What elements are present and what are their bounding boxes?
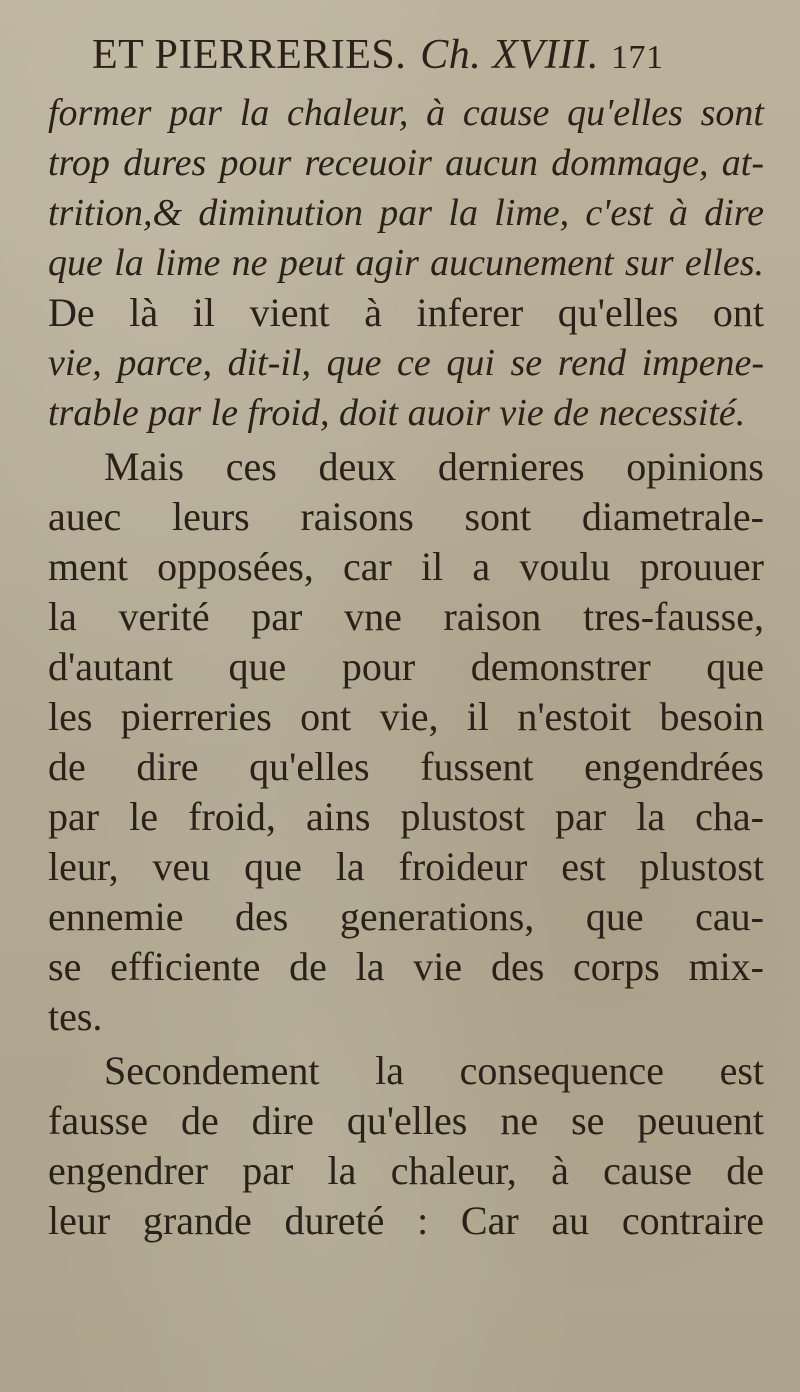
- paragraph-start-line: Secondement la consequence est: [104, 1048, 764, 1093]
- paragraph-start-line: Mais ces deux dernieres opinions: [104, 444, 764, 489]
- text-line: De là il vient à inferer qu'elles ont: [48, 290, 764, 335]
- text-line: de dire qu'elles fussent engendrées: [48, 744, 764, 789]
- text-line: les pierreries ont vie, il n'estoit besoin: [48, 694, 764, 739]
- text-line: par le froid, ains plustost par la cha-: [48, 794, 764, 839]
- text-line: la verité par vne raison tres-fausse,: [48, 594, 764, 639]
- text-line: ennemie des generations, que cau-: [48, 894, 764, 939]
- running-header: [92, 26, 782, 84]
- text-line: engendrer par la chaleur, à cause de: [48, 1148, 764, 1193]
- text-line: trop dures pour receuoir aucun dommage, at-: [48, 142, 764, 184]
- running-title: ET PIERRERIES.: [92, 32, 407, 78]
- page-number: 171: [611, 39, 664, 76]
- text-line: tes.: [48, 994, 103, 1039]
- text-line: former par la chaleur, à cause qu'elles sont: [48, 92, 764, 134]
- text-line: trable par le froid, doit auoir vie de necessité.: [48, 392, 746, 434]
- text-line: fausse de dire qu'elles ne se peuuent: [48, 1098, 764, 1143]
- text-line: vie, parce, dit-il, que ce qui se rend impene-: [48, 342, 764, 384]
- text-line: d'autant que pour demonstrer que: [48, 644, 764, 689]
- page-text: [48, 88, 764, 1246]
- text-line: leur, veu que la froideur est plustost: [48, 844, 764, 889]
- text-line: leur grande dureté : Car au contraire: [48, 1198, 764, 1243]
- text-line: trition,& diminution par la lime, c'est à dire: [48, 192, 764, 234]
- text-line: que la lime ne peut agir aucunement sur elles.: [48, 242, 764, 284]
- text-line: se efficiente de la vie des corps mix-: [48, 944, 764, 989]
- text-line: auec leurs raisons sont diametrale-: [48, 494, 764, 539]
- text-line: ment opposées, car il a voulu prouuer: [48, 544, 764, 589]
- chapter-label: Ch. XVIII.: [420, 32, 600, 78]
